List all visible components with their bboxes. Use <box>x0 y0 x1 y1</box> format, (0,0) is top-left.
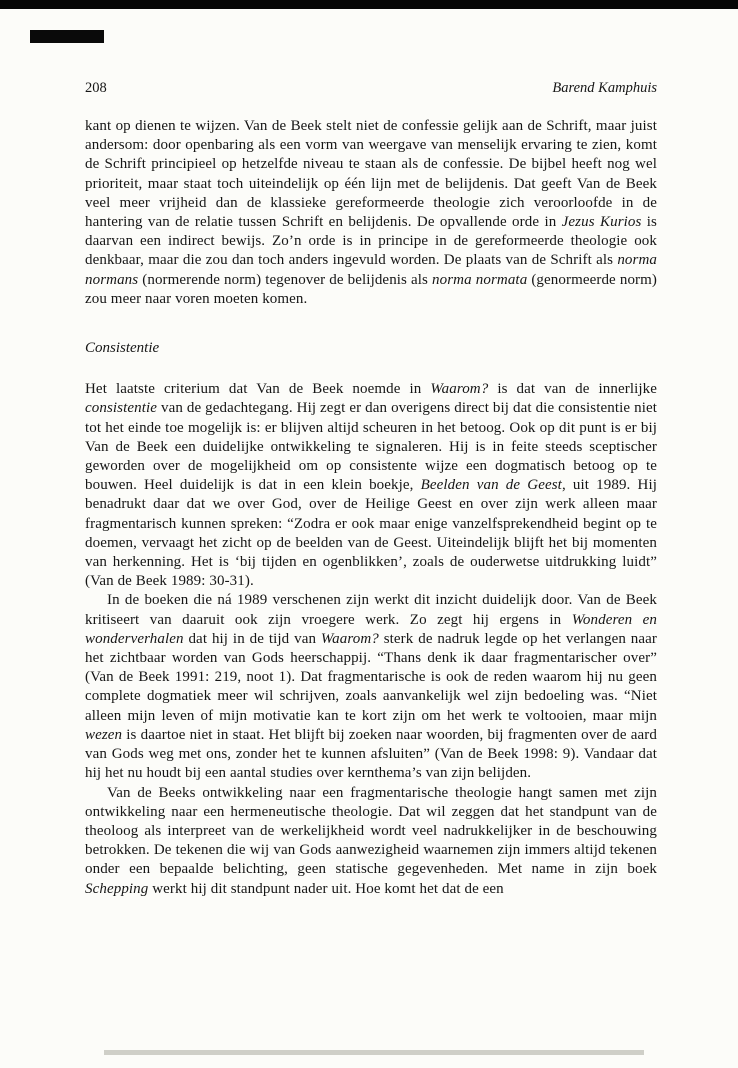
scan-artifact-bottom-bar <box>104 1050 644 1055</box>
body-paragraph-1 <box>85 117 657 309</box>
running-head <box>85 80 657 97</box>
italic-run: Schepping <box>85 880 149 897</box>
scan-artifact-top-bar <box>0 0 738 9</box>
italic-run: Beelden van de Geest <box>420 477 562 494</box>
text-run: dat hij in de tijd van <box>183 630 321 647</box>
text-block <box>85 80 657 899</box>
scan-artifact-top-left-mark <box>30 30 104 43</box>
italic-run: Wonderen en wonderverhalen <box>85 611 657 647</box>
italic-run: Waarom? <box>320 630 379 647</box>
text-run: van de gedachtegang. Hij zegt er dan overigens direct bij dat die consistentie niet tot het einde toe mogelijk is: er blijven altijd scheuren in het betoog. Ook op dit punt is er bij Van de Beek een duidelijke ontwikkeling te signaleren. Hij is in feite steeds sceptischer geworden over de mogelijkheid om op consistente wijze een dogmatisch betoog op te bouwen. Heel duidelijk is dat in een klein boekje, <box>85 400 657 494</box>
text-run: werkt hij dit standpunt nader uit. Hoe komt het dat de een <box>148 880 504 897</box>
page-number: 208 <box>85 80 107 96</box>
section-heading-consistentie <box>85 339 657 358</box>
running-header-author: Barend Kamphuis <box>552 80 657 96</box>
italic-run: Consistentie <box>85 340 160 357</box>
text-run: Van de Beeks ontwikkeling naar een fragmentarische theologie hangt samen met zijn ontwikkeling naar een hermeneutische theologie. Dat wil zeggen dat het standpunt van de theoloog als interpreet van de werkelijkheid wordt veel nadrukkelijker in de beschouwing betrokken. De tekenen die wij van Gods aanwezigheid waarnemen zijn immers altijd tekenen onder een bepaalde belichting, geen statische gegevenheden. Met name in zijn boek <box>85 784 657 878</box>
text-run: sterk de nadruk legde op het verlangen naar het zichtbaar worden van Gods heerschappij. “Thans denk ik daar fragmentarischer over” (Van de Beek 1991: 219, noot 1). Dat fragmentarische is ook de reden waarom hij nu geen complete dogmatiek meer wil schrijven, zoals aanvankelijk wel zijn bedoeling was. “Niet alleen mijn leven of mijn motivatie kan te kort zijn om het werk te voltooien, maar mijn <box>85 630 657 724</box>
body-paragraph-2 <box>85 380 657 591</box>
text-run: is dat van de innerlijke <box>488 381 657 398</box>
italic-run: Waarom? <box>430 381 489 398</box>
italic-run: norma normans <box>85 252 657 288</box>
italic-run: consistentie <box>85 400 158 417</box>
text-run: (normerende norm) tegenover de belijdenis als <box>138 271 433 288</box>
italic-run: Jezus Kurios <box>561 214 642 231</box>
text-run: (genormeerde norm) zou meer naar voren moeten komen. <box>85 271 658 307</box>
italic-run: wezen <box>85 726 123 743</box>
text-run: is daartoe niet in staat. Het blijft bij zoeken naar woorden, bij fragmenten over de aard van Gods weg met ons, zonder het te kunnen afsluiten” (Van de Beek 1998: 9). Vandaar dat hij het nu houdt bij een aantal studies over kernthema’s van zijn belijden. <box>85 726 657 782</box>
body-paragraph-3 <box>85 591 657 783</box>
italic-run: norma normata <box>432 271 528 288</box>
text-run: Het laatste criterium dat Van de Beek noemde in <box>85 381 431 398</box>
text-run: , uit 1989. Hij benadrukt daar dat we over God, over de Heilige Geest en over zijn werk alleen maar fragmentarisch kunnen spreken: “Zodra er ook maar enige vanzelfsprekendheid begint op te doemen, vervaagt het zicht op de beelden van de Geest. Uiteindelijk blijft het bij momenten van herkenning. Het is ‘bij tijden en ogenblikken’, zoals de ouderwetse uitdrukking luidt” (Van de Beek 1989: 30-31). <box>85 477 657 590</box>
text-run: is daarvan een indirect bewijs. Zo’n orde is in principe in de gereformeerde theologie ook denkbaar, maar die zou dan toch anders ingevuld worden. De plaats van de Schrift als <box>85 214 657 269</box>
body-paragraph-4 <box>85 784 657 899</box>
text-run: In de boeken die ná 1989 verschenen zijn werkt dit inzicht duidelijk door. Van de Beek kritiseert van daaruit ook zijn vroegere werk. Zo zegt hij ergens in <box>85 592 657 628</box>
text-run: kant op dienen te wijzen. Van de Beek stelt niet de confessie gelijk aan de Schrift, maar juist andersom: door openbaring als een vorm van weergave van menselijk ervaring te zien, komt de Schrift principieel op hetzelfde niveau te staan als de confessie. De bijbel heeft nog wel prioriteit, maar staat toch uiteindelijk op één lijn met de belijdenis. Dat geeft Van de Beek veel meer vrijheid dan de klassieke gereformeerde theologie zich veroorloofde in de hantering van de relatie tussen Schrift en belijdenis. De opvallende orde in <box>85 118 657 231</box>
